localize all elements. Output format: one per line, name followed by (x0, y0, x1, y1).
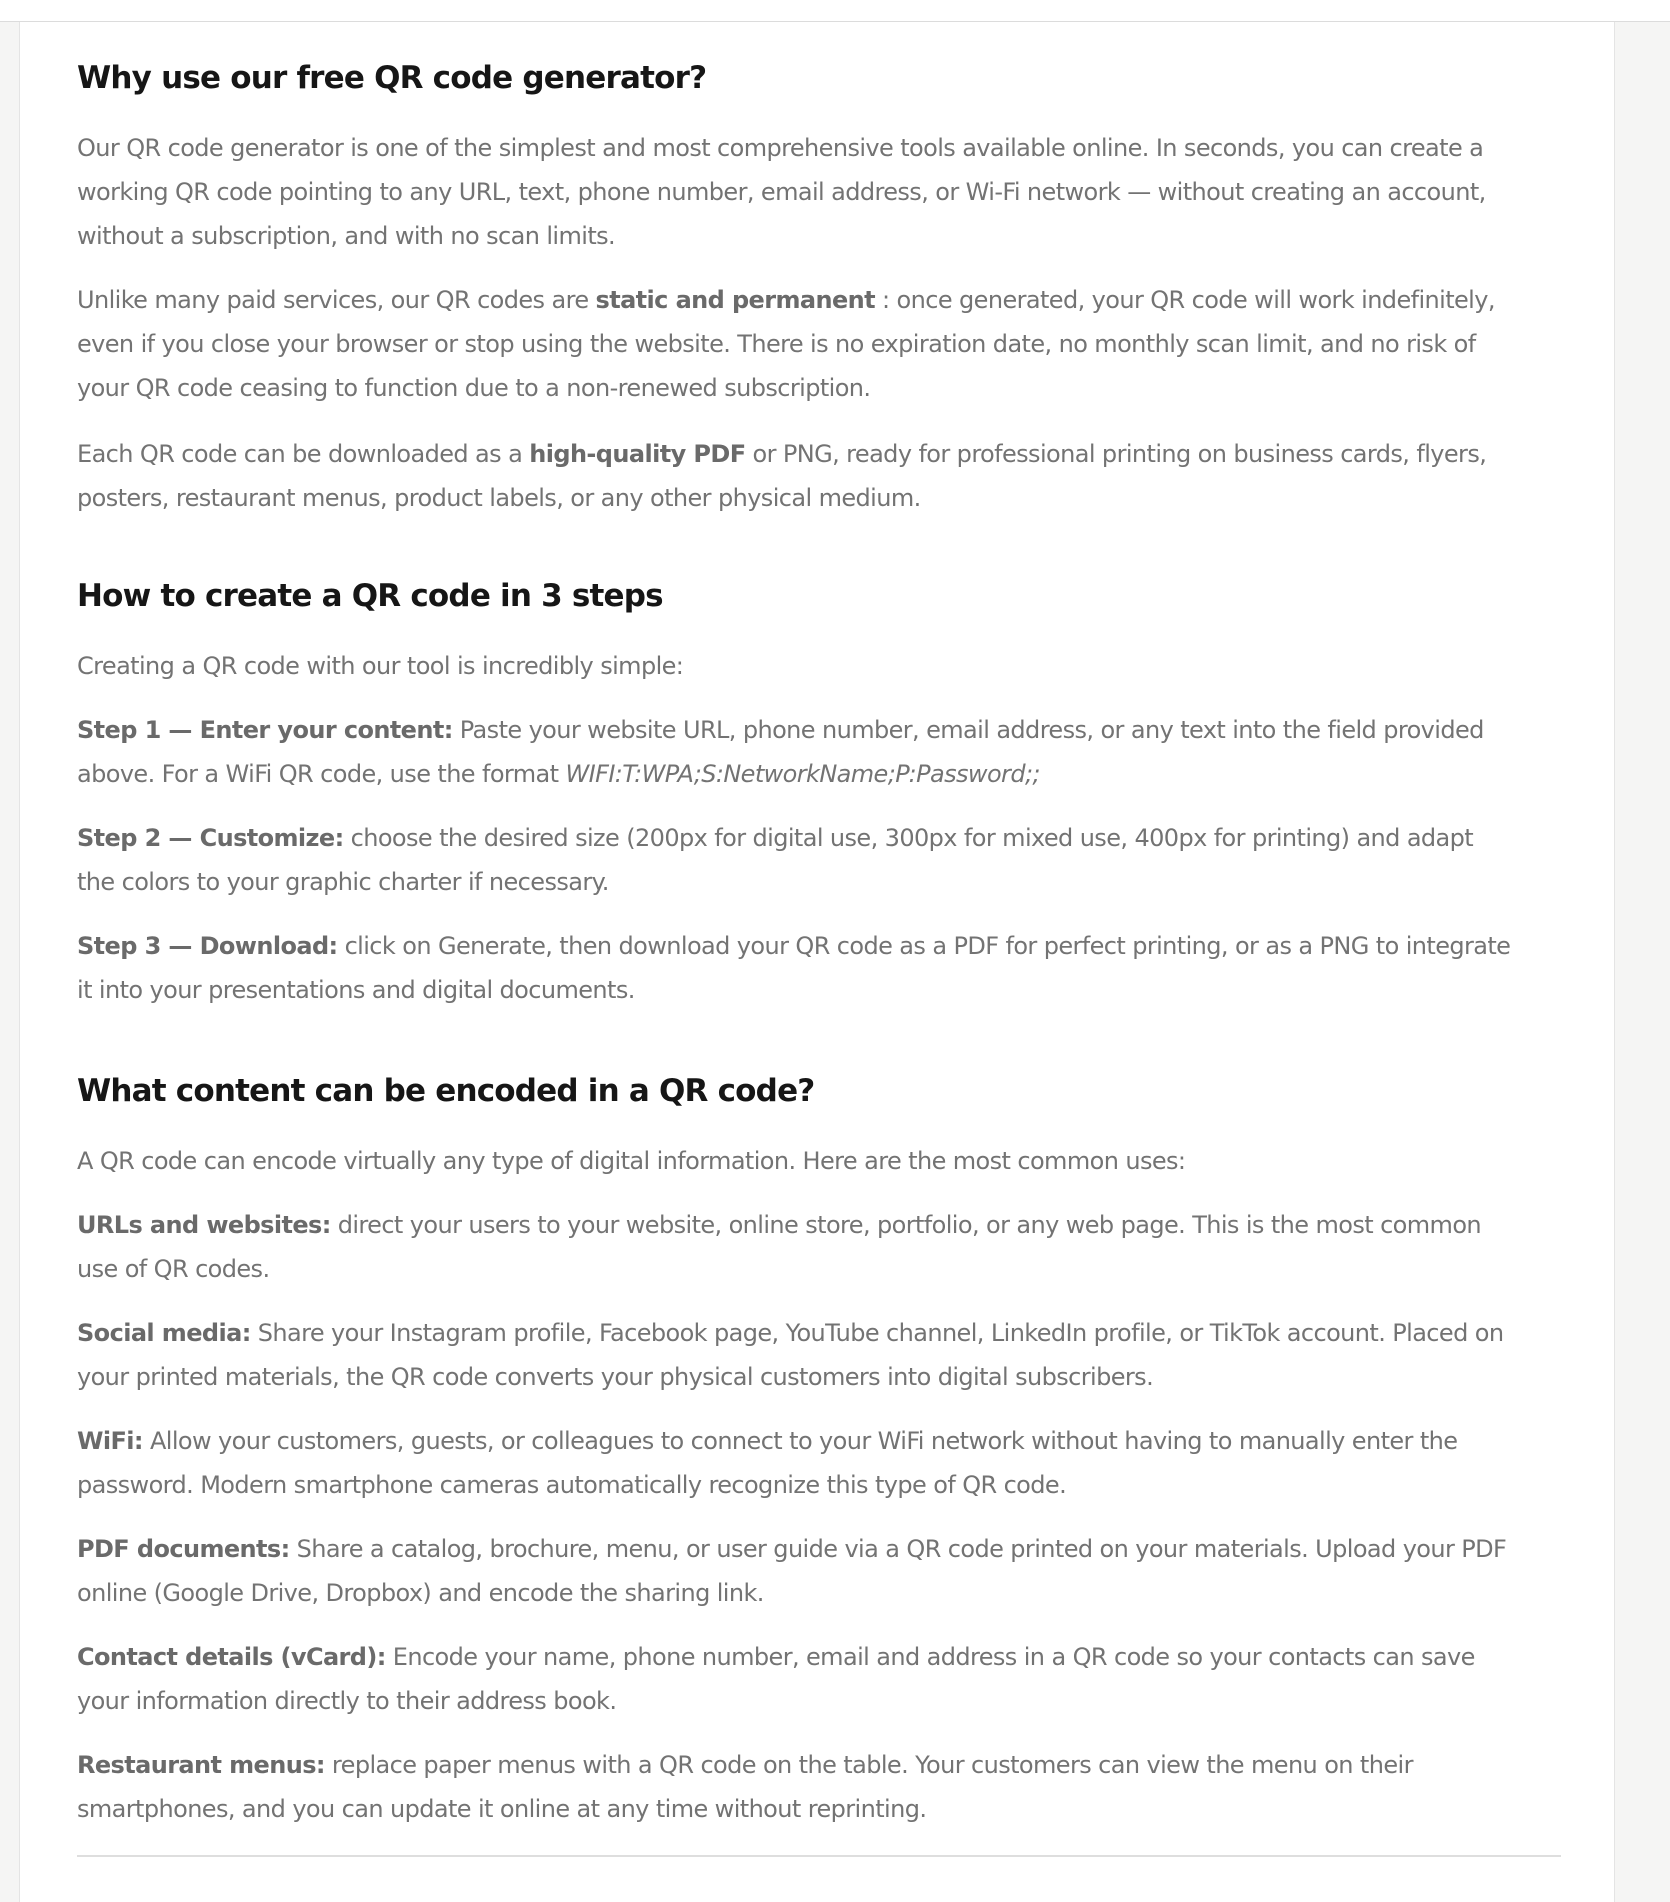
what-intro (77, 1139, 1185, 1183)
text-line: Social media: Share your Instagram profile, Facebook page, YouTube channel, LinkedIn profile, or TikTok account. Placed on (77, 1319, 1504, 1347)
how-intro (77, 644, 683, 688)
heading-how: How to create a QR code in 3 steps (77, 578, 663, 614)
text-line: Our QR code generator is one of the simplest and most comprehensive tools available online. In seconds, you can create a (77, 134, 1484, 162)
section-why (77, 56, 706, 100)
text-line: online (Google Drive, Dropbox) and encode the sharing link. (77, 1579, 764, 1607)
text-line: PDF documents: Share a catalog, brochure, menu, or user guide via a QR code printed on your materials. Upload your PDF (77, 1535, 1507, 1563)
text-line: working QR code pointing to any URL, text, phone number, email address, or Wi-Fi network — without creating an account, (77, 178, 1486, 206)
text-line: A QR code can encode virtually any type of digital information. Here are the most common uses: (77, 1147, 1186, 1175)
how-step-2 (77, 816, 1473, 904)
text-line: smartphones, and you can update it online at any time without reprinting. (77, 1795, 927, 1823)
vcard-label: Contact details (vCard): (77, 1643, 386, 1671)
menus-label: Restaurant menus: (77, 1751, 325, 1779)
why-paragraph-1 (77, 126, 1486, 258)
what-wifi (77, 1419, 1457, 1507)
text-line: Step 1 — Enter your content: Paste your website URL, phone number, email address, or any text into the field provided (77, 716, 1484, 744)
text-line: posters, restaurant menus, product labels, or any other physical medium. (77, 484, 921, 512)
how-step-1 (77, 708, 1484, 796)
section-what (77, 1069, 814, 1113)
step-1-label: Step 1 — Enter your content: (77, 716, 453, 744)
heading-what: What content can be encoded in a QR code? (77, 1073, 815, 1109)
wifi-label: WiFi: (77, 1427, 143, 1455)
text-line: WiFi: Allow your customers, guests, or colleagues to connect to your WiFi network without having to manually enter the (77, 1427, 1458, 1455)
text-line: Step 3 — Download: click on Generate, then download your QR code as a PDF for perfect printing, or as a PNG to integrate (77, 932, 1511, 960)
step-2-label: Step 2 — Customize: (77, 824, 344, 852)
why-paragraph-2 (77, 278, 1495, 410)
text-line: use of QR codes. (77, 1255, 270, 1283)
text-line: your printed materials, the QR code converts your physical customers into digital subscribers. (77, 1363, 1154, 1391)
text-line: your information directly to their address book. (77, 1687, 617, 1715)
section-divider (77, 1855, 1561, 1857)
text-line: Step 2 — Customize: choose the desired size (200px for digital use, 300px for mixed use, 400px for printing) and adapt (77, 824, 1474, 852)
text-line: above. For a WiFi QR code, use the format WIFI:T:WPA;S:NetworkName;P:Password;; (77, 760, 1040, 788)
how-step-3 (77, 924, 1510, 1012)
heading-why: Why use our free QR code generator? (77, 60, 707, 96)
text-line: your QR code ceasing to function due to a non-renewed subscription. (77, 374, 871, 402)
section-how (77, 574, 663, 618)
wifi-format-example: WIFI:T:WPA;S:NetworkName;P:Password;; (565, 760, 1040, 788)
text-line: password. Modern smartphone cameras automatically recognize this type of QR code. (77, 1471, 1067, 1499)
step-3-label: Step 3 — Download: (77, 932, 338, 960)
social-label: Social media: (77, 1319, 251, 1347)
bold-static-permanent: static and permanent (595, 286, 876, 314)
what-social (77, 1311, 1503, 1399)
text-line: the colors to your graphic charter if necessary. (77, 868, 609, 896)
text-line: without a subscription, and with no scan limits. (77, 222, 616, 250)
urls-label: URLs and websites: (77, 1211, 331, 1239)
bold-high-quality-pdf: high-quality PDF (529, 440, 746, 468)
pdf-label: PDF documents: (77, 1535, 290, 1563)
text-line: Contact details (vCard): Encode your name, phone number, email and address in a QR code so your contacts can save (77, 1643, 1475, 1671)
text-line: URLs and websites: direct your users to your website, online store, portfolio, or any web page. This is the most common (77, 1211, 1482, 1239)
what-urls (77, 1203, 1481, 1291)
text-line: Unlike many paid services, our QR codes are static and permanent : once generated, your QR code will work indefinitely, (77, 286, 1495, 314)
what-menus (77, 1743, 1413, 1831)
content-card (19, 22, 1615, 1902)
what-pdf (77, 1527, 1506, 1615)
why-paragraph-3 (77, 432, 1486, 520)
text-line: even if you close your browser or stop using the website. There is no expiration date, no monthly scan limit, and no risk of (77, 330, 1476, 358)
text-line: it into your presentations and digital documents. (77, 976, 635, 1004)
text-line: Creating a QR code with our tool is incredibly simple: (77, 652, 684, 680)
top-bar (0, 0, 1670, 22)
text-line: Each QR code can be downloaded as a high-quality PDF or PNG, ready for professional printing on business cards, flyers, (77, 440, 1487, 468)
text-line: Restaurant menus: replace paper menus with a QR code on the table. Your customers can view the menu on their (77, 1751, 1413, 1779)
what-vcard (77, 1635, 1475, 1723)
